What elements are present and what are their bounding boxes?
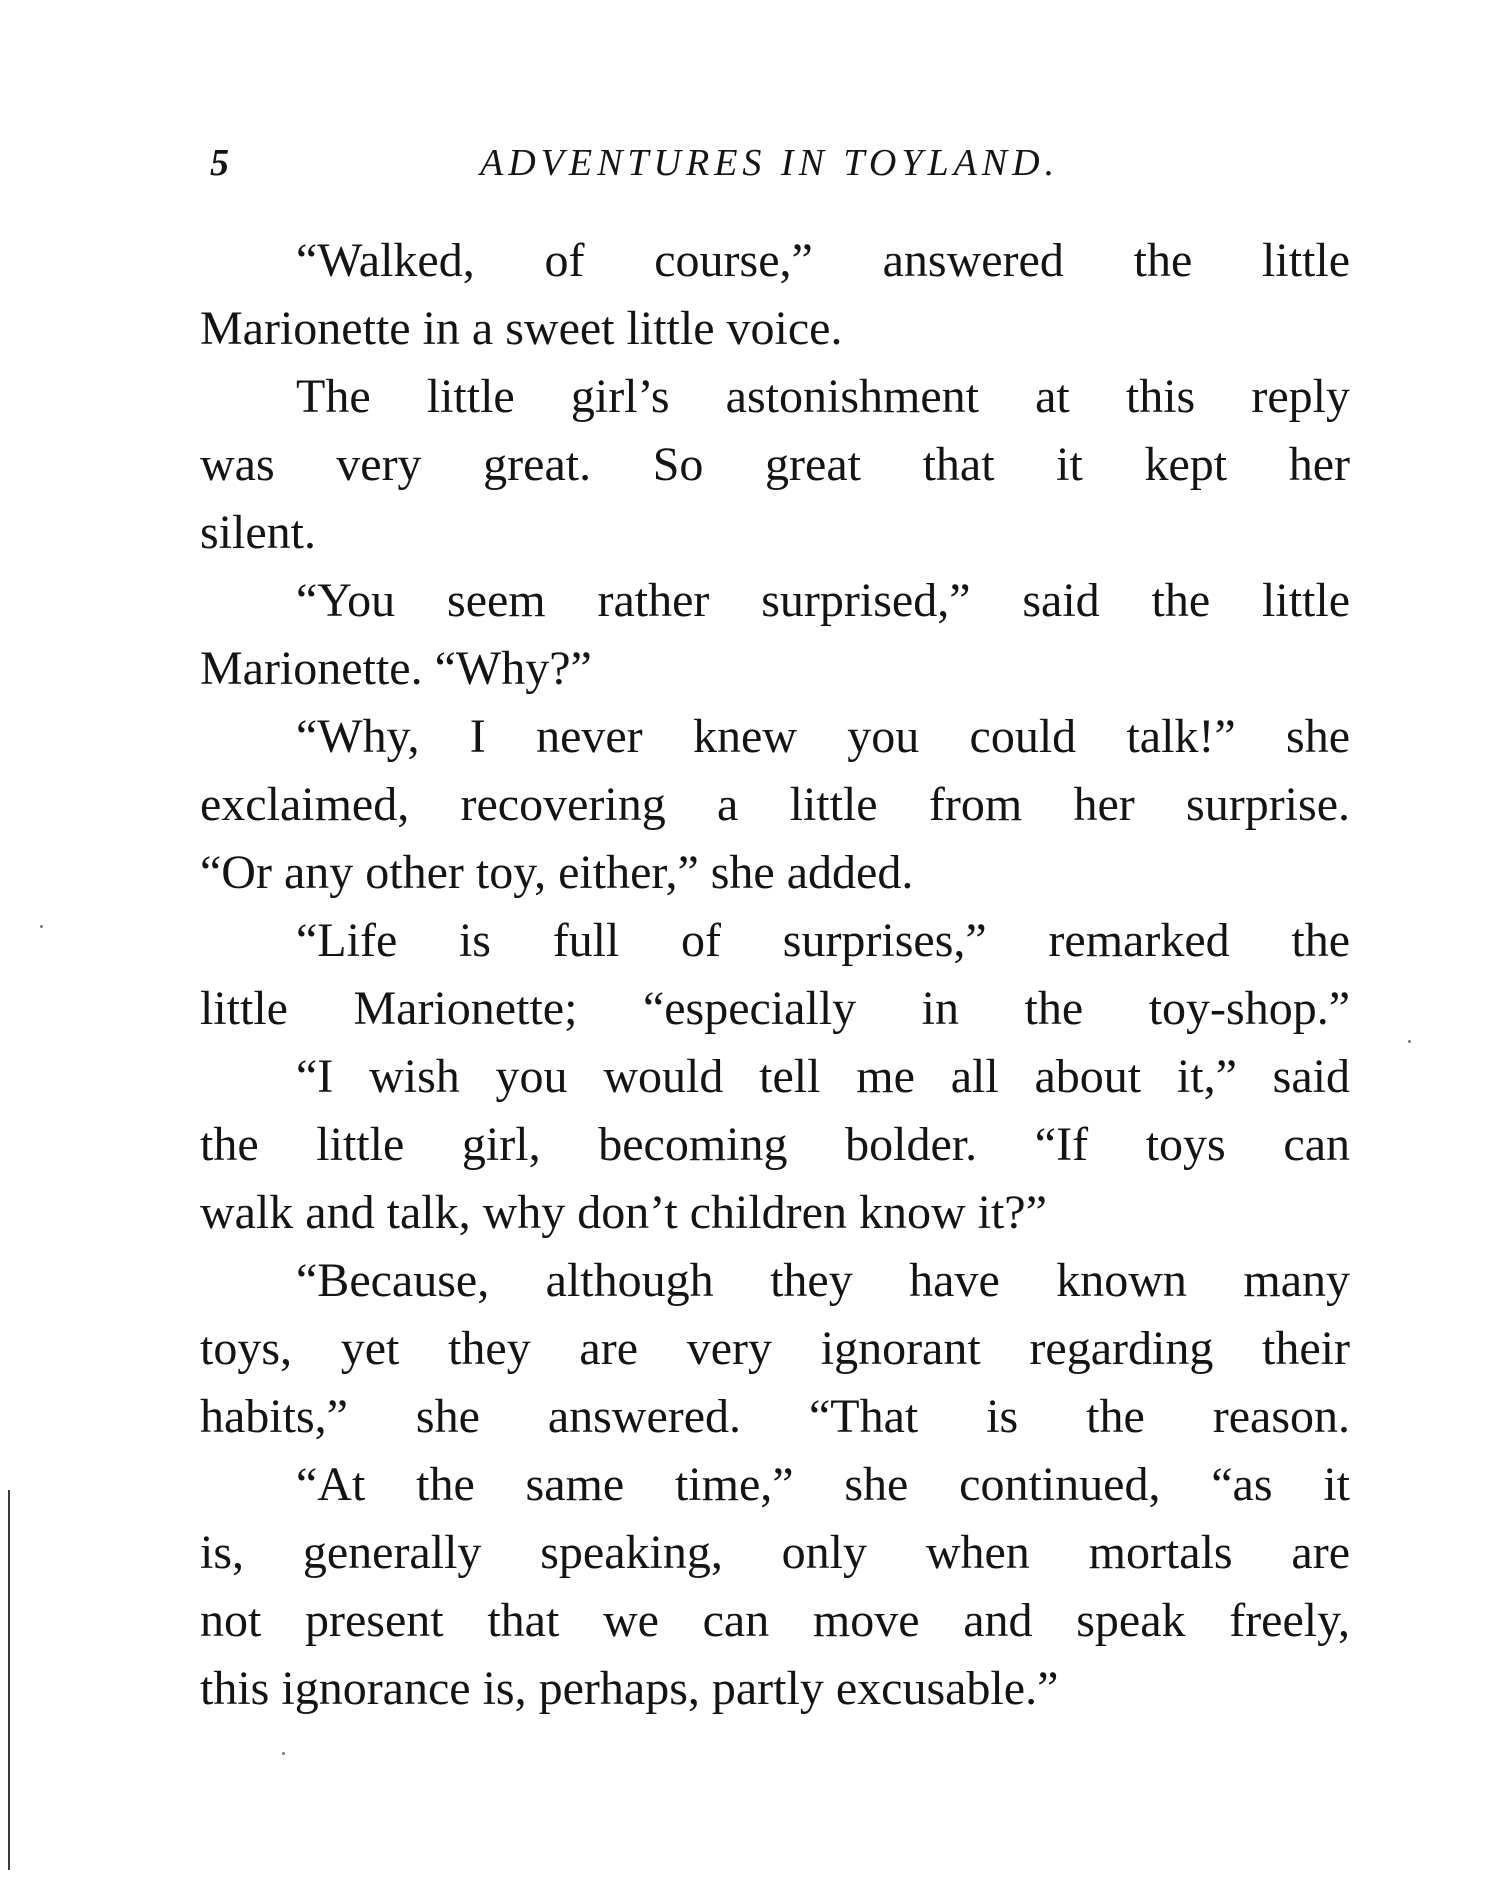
- text-line: exclaimed, recovering a little from her surprise.: [200, 778, 1350, 831]
- text-line: habits,” she answered. “That is the reason.: [200, 1390, 1350, 1443]
- text-line: this ignorance is, perhaps, partly excusable.”: [200, 1662, 1059, 1715]
- text-line: “Walked, of course,” answered the little: [296, 234, 1350, 287]
- text-line: Marionette in a sweet little voice.: [200, 302, 843, 355]
- text-line: toys, yet they are very ignorant regarding their: [200, 1322, 1350, 1375]
- page-number: 5: [210, 142, 229, 184]
- text-line: The little girl’s astonishment at this reply: [296, 370, 1350, 423]
- text-line: “At the same time,” she continued, “as it: [296, 1458, 1350, 1511]
- page-header: [200, 138, 1350, 188]
- text-line: silent.: [200, 506, 316, 559]
- scan-speck: [282, 1752, 285, 1755]
- text-line: walk and talk, why don’t children know it?”: [200, 1186, 1047, 1239]
- text-line: is, generally speaking, only when mortals are: [200, 1526, 1350, 1579]
- text-line: “I wish you would tell me all about it,” said: [296, 1050, 1350, 1103]
- body-text: [200, 227, 1350, 1727]
- text-line: “Life is full of surprises,” remarked the: [296, 914, 1350, 967]
- scan-speck: [40, 925, 43, 928]
- text-line: “Or any other toy, either,” she added.: [200, 846, 914, 899]
- text-line: was very great. So great that it kept her: [200, 438, 1350, 491]
- running-title: ADVENTURES IN TOYLAND.: [480, 142, 1060, 184]
- scan-edge-line: [8, 1490, 10, 1870]
- text-line: Marionette. “Why?”: [200, 642, 592, 695]
- text-line: “Because, although they have known many: [296, 1254, 1350, 1307]
- scan-speck: [1408, 1040, 1411, 1043]
- text-line: “Why, I never knew you could talk!” she: [296, 710, 1350, 763]
- text-line: little Marionette; “especially in the toy-shop.”: [200, 982, 1350, 1035]
- text-line: the little girl, becoming bolder. “If toys can: [200, 1118, 1350, 1171]
- text-line: “You seem rather surprised,” said the little: [296, 574, 1350, 627]
- text-line: not present that we can move and speak freely,: [200, 1594, 1350, 1647]
